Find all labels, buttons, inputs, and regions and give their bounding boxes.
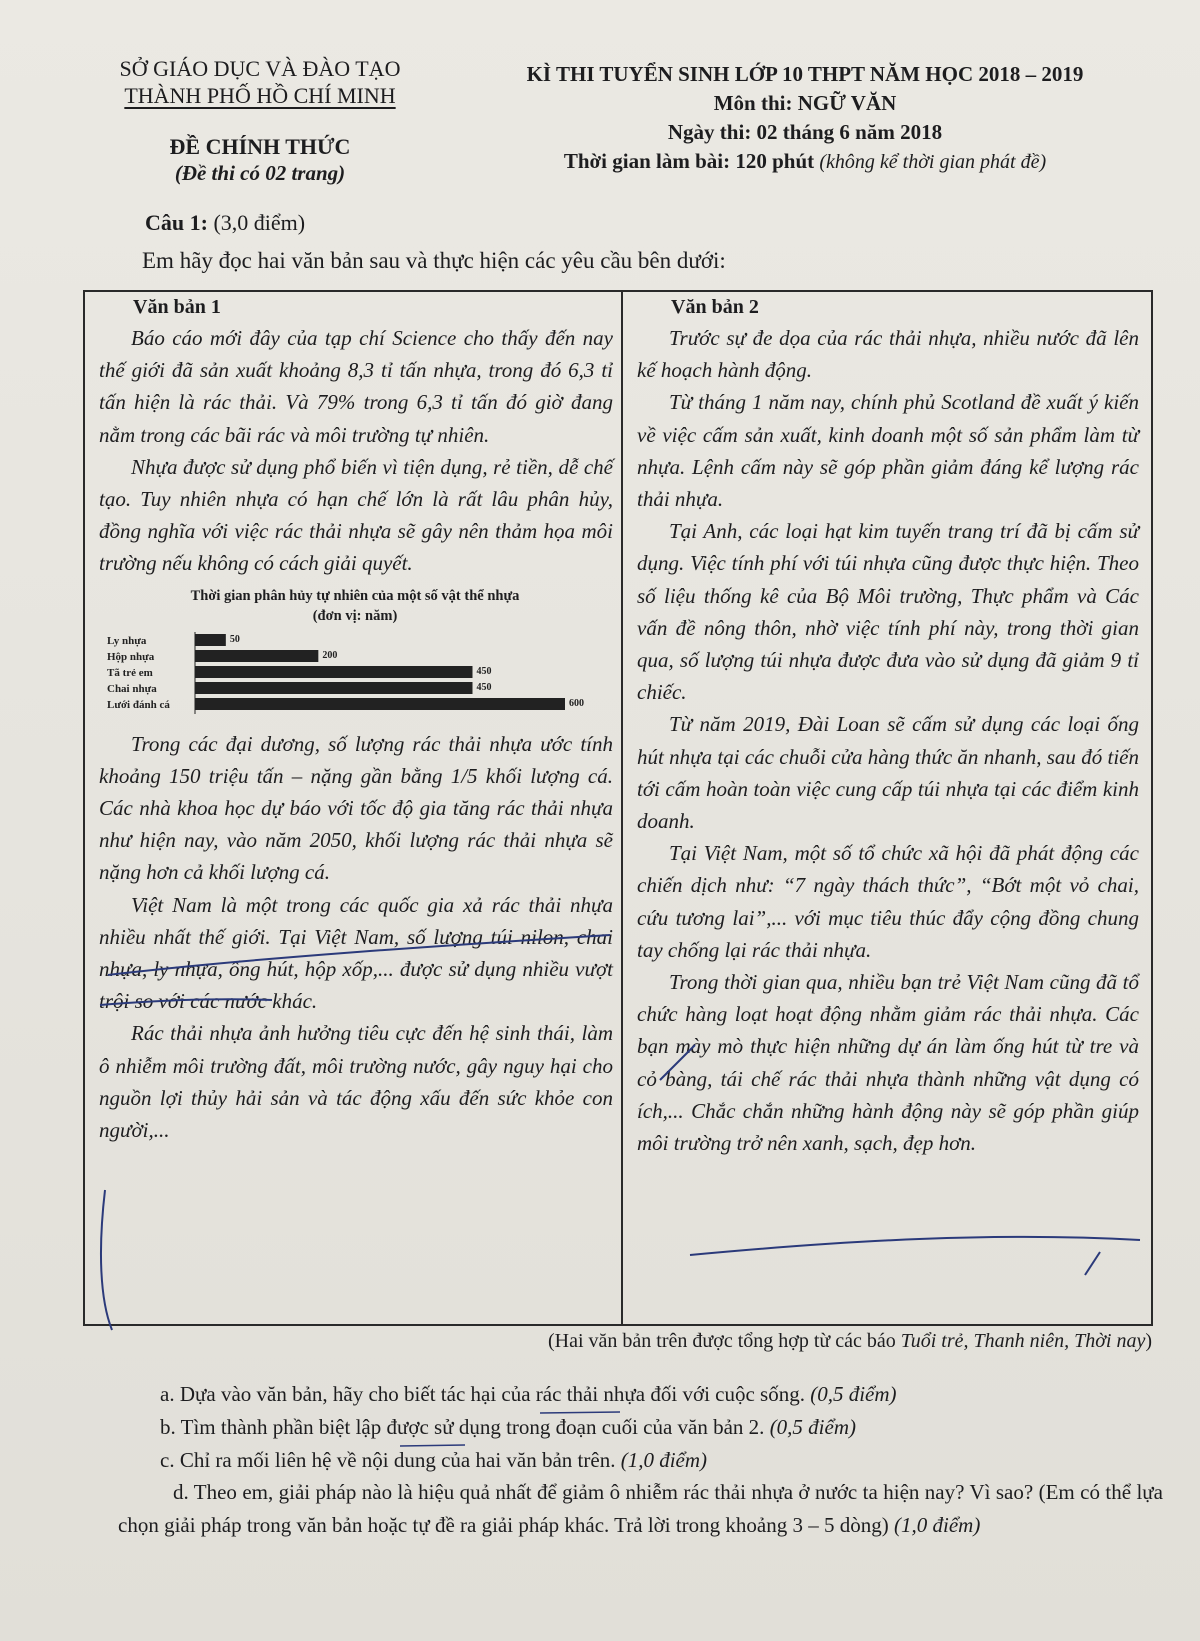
text-1-paragraph: Nhựa được sử dụng phổ biến vì tiện dụng, rẻ tiền, dễ chế tạo. Tuy nhiên nhựa có hạn chế lớn là rất lâu phân hủy, đồng nghĩa với việc rác thải nhựa sẽ gây nên thảm họa môi trường nếu không có cách giải quyết. [99, 454, 613, 576]
chart-bar [195, 698, 565, 710]
chart-title: Thời gian phân hủy tự nhiên của một số vật thể nhựa [190, 587, 520, 604]
task-c [160, 1444, 1160, 1477]
chart-value-label: 450 [476, 681, 492, 693]
question-1-label: Câu 1: [145, 210, 208, 235]
reading-texts-box [83, 290, 1153, 1326]
chart-plot [99, 632, 611, 724]
task-a [160, 1378, 1160, 1411]
page-count-note: (Đề thi có 02 trang) [174, 161, 346, 185]
chart-category-label: Ly nhựa [107, 634, 147, 647]
text-1-paragraph: Báo cáo mới đây của tạp chí Science cho thấy đến nay thế giới đã sản xuất khoảng 8,3 tỉ tấn nhựa, trong đó 6,3 tỉ tấn hiện là rác thải. Và 79% trong 6,3 tỉ tấn đó giờ đang nằm trong các bãi rác và môi trường tự nhiên. [99, 326, 613, 447]
text-1-column [85, 292, 623, 1324]
exam-subject: Môn thi: NGỮ VĂN [713, 91, 897, 115]
chart-category-label: Chai nhựa [107, 682, 157, 695]
question-1-heading [145, 210, 305, 236]
source-suffix: ) [1145, 1330, 1152, 1352]
task-points: (1,0 điểm) [620, 1448, 708, 1472]
chart-category-label: Tã trẻ em [107, 666, 153, 679]
task-text: a. Dựa vào văn bản, hãy cho biết tác hại của rác thải nhựa đối với cuộc sống. [160, 1382, 811, 1406]
task-d [118, 1476, 1163, 1542]
chart-value-label: 200 [322, 649, 338, 661]
task-list [160, 1378, 1160, 1477]
department-header [70, 55, 450, 187]
task-text: c. Chỉ ra mối liên hệ về nội dung của hai văn bản trên. [160, 1448, 621, 1472]
exam-header [445, 60, 1165, 177]
chart-bar [195, 650, 318, 662]
task-points: (0,5 điểm) [769, 1415, 856, 1439]
task-b [160, 1411, 1160, 1444]
task-points: (1,0 điểm) [894, 1513, 981, 1537]
text-2-column [623, 292, 1151, 1324]
source-papers: Tuổi trẻ, Thanh niên, Thời nay [900, 1330, 1146, 1352]
exam-duration-note: (không kể thời gian phát đề) [819, 151, 1047, 173]
exam-title: KÌ THI TUYỂN SINH LỚP 10 THPT NĂM HỌC 2018 – 2019 [526, 62, 1084, 86]
text-1-paragraph: Việt Nam là một trong các quốc gia xả rác thải nhựa nhiều nhất thế giới. Tại Việt Nam, số lượng túi nilon, chai nhựa, ly nhựa, ống hút, hộp xốp,... được sử dụng nhiều vượt trội so với các nước khác. [99, 892, 613, 1014]
exam-duration-value: Thời gian làm bài: 120 phút [563, 149, 815, 173]
text-2-paragraph: Từ năm 2019, Đài Loan sẽ cấm sử dụng các loại ống hút nhựa tại các chuỗi cửa hàng thức ăn nhanh, sau đó tiến tới cấm hoàn toàn việc cung cấp túi nhựa tại các điểm kinh doanh. [637, 712, 1139, 834]
text-1-paragraph: Rác thải nhựa ảnh hưởng tiêu cực đến hệ sinh thái, làm ô nhiễm môi trường đất, môi trường nước, gây nguy hại cho nguồn lợi thủy hải sản và tác động xấu đến sức khỏe con người,... [99, 1021, 613, 1143]
task-text: d. Theo em, giải pháp nào là hiệu quả nhất để giảm ô nhiễm rác thải nhựa ở nước ta hiện nay? Vì sao? (Em có thể lựa chọn giải pháp trong văn bản hoặc tự đề ra giải pháp khác. Trả lời trong khoảng 3 – 5 dòng) [118, 1480, 1163, 1537]
official-label: ĐỀ CHÍNH THỨC [169, 134, 351, 159]
text-2-title: Văn bản 2 [671, 296, 759, 318]
text-1-paragraph: Trong các đại dương, số lượng rác thải nhựa ước tính khoảng 150 triệu tấn – nặng gần bằng 1/5 khối lượng cá. Các nhà khoa học dự báo với tốc độ gia tăng rác thải nhựa như hiện nay, vào năm 2050, khối lượng rác thải nhựa sẽ nặng hơn cả khối lượng cá. [99, 731, 613, 885]
source-prefix: (Hai văn bản trên được tổng hợp từ các báo [548, 1330, 901, 1352]
text-2-paragraph: Tại Anh, các loại hạt kim tuyến trang trí đã bị cấm sử dụng. Việc tính phí với túi nhựa cũng được thực hiện. Theo số liệu thống kê của Bộ Môi trường, Thực phẩm và Các vấn đề nông thôn, nhờ việc tính phí này, trong thời gian qua, số lượng túi nhựa được đưa vào sử dụng đã giảm 9 tỉ chiếc. [637, 519, 1139, 705]
chart-category-label: Hộp nhựa [107, 650, 155, 663]
chart-category-label: Lưới đánh cá [107, 698, 170, 711]
text-2-paragraph: Trước sự đe dọa của rác thải nhựa, nhiều nước đã lên kế hoạch hành động. [637, 326, 1139, 383]
chart-value-label: 600 [569, 697, 584, 709]
question-1-intro: Em hãy đọc hai văn bản sau và thực hiện các yêu cầu bên dưới: [142, 248, 726, 273]
text-2-paragraph: Từ tháng 1 năm nay, chính phủ Scotland đề xuất ý kiến về việc cấm sản xuất, kinh doanh một số sản phẩm làm từ nhựa. Lệnh cấm này sẽ góp phần giảm đáng kể lượng rác thải nhựa. [637, 390, 1139, 512]
department-name: SỞ GIÁO DỤC VÀ ĐÀO TẠO [119, 56, 401, 81]
text-2-paragraph: Tại Việt Nam, một số tổ chức xã hội đã phát động các chiến dịch như: “7 ngày thách thức”, “Bớt một vỏ chai, cứu tương lai”,... với mục tiêu thúc đẩy cộng đồng chung tay chống lại rác thải nhựa. [637, 841, 1139, 962]
chart-value-label: 50 [229, 633, 240, 645]
exam-duration [445, 147, 1165, 177]
task-text: b. Tìm thành phần biệt lập được sử dụng trong đoạn cuối của văn bản 2. [160, 1415, 770, 1439]
chart-bar [195, 634, 226, 646]
task-points: (0,5 điểm) [810, 1382, 897, 1406]
question-1-points: (3,0 điểm) [213, 210, 306, 235]
city-name: THÀNH PHỐ HỒ CHÍ MINH [124, 83, 396, 108]
decomposition-chart [99, 586, 611, 724]
chart-unit: (đơn vị: năm) [312, 607, 398, 624]
exam-date: Ngày thi: 02 tháng 6 năm 2018 [667, 120, 943, 144]
source-note [548, 1330, 1152, 1353]
chart-value-label: 450 [476, 665, 492, 677]
chart-bar [195, 682, 473, 694]
text-2-paragraph: Trong thời gian qua, nhiều bạn trẻ Việt Nam cũng đã tổ chức hàng loạt hoạt động nhằm giảm rác thải nhựa. Các bạn mày mò thực hiện những dự án làm ống hút từ tre và cỏ bàng, tái chế rác thải nhựa thành những vật dụng có ích,... Chắc chắn những hành động này sẽ góp phần giúp môi trường trở nên xanh, sạch, đẹp hơn. [637, 970, 1139, 1156]
chart-bar [195, 666, 473, 678]
text-1-title: Văn bản 1 [133, 296, 221, 318]
